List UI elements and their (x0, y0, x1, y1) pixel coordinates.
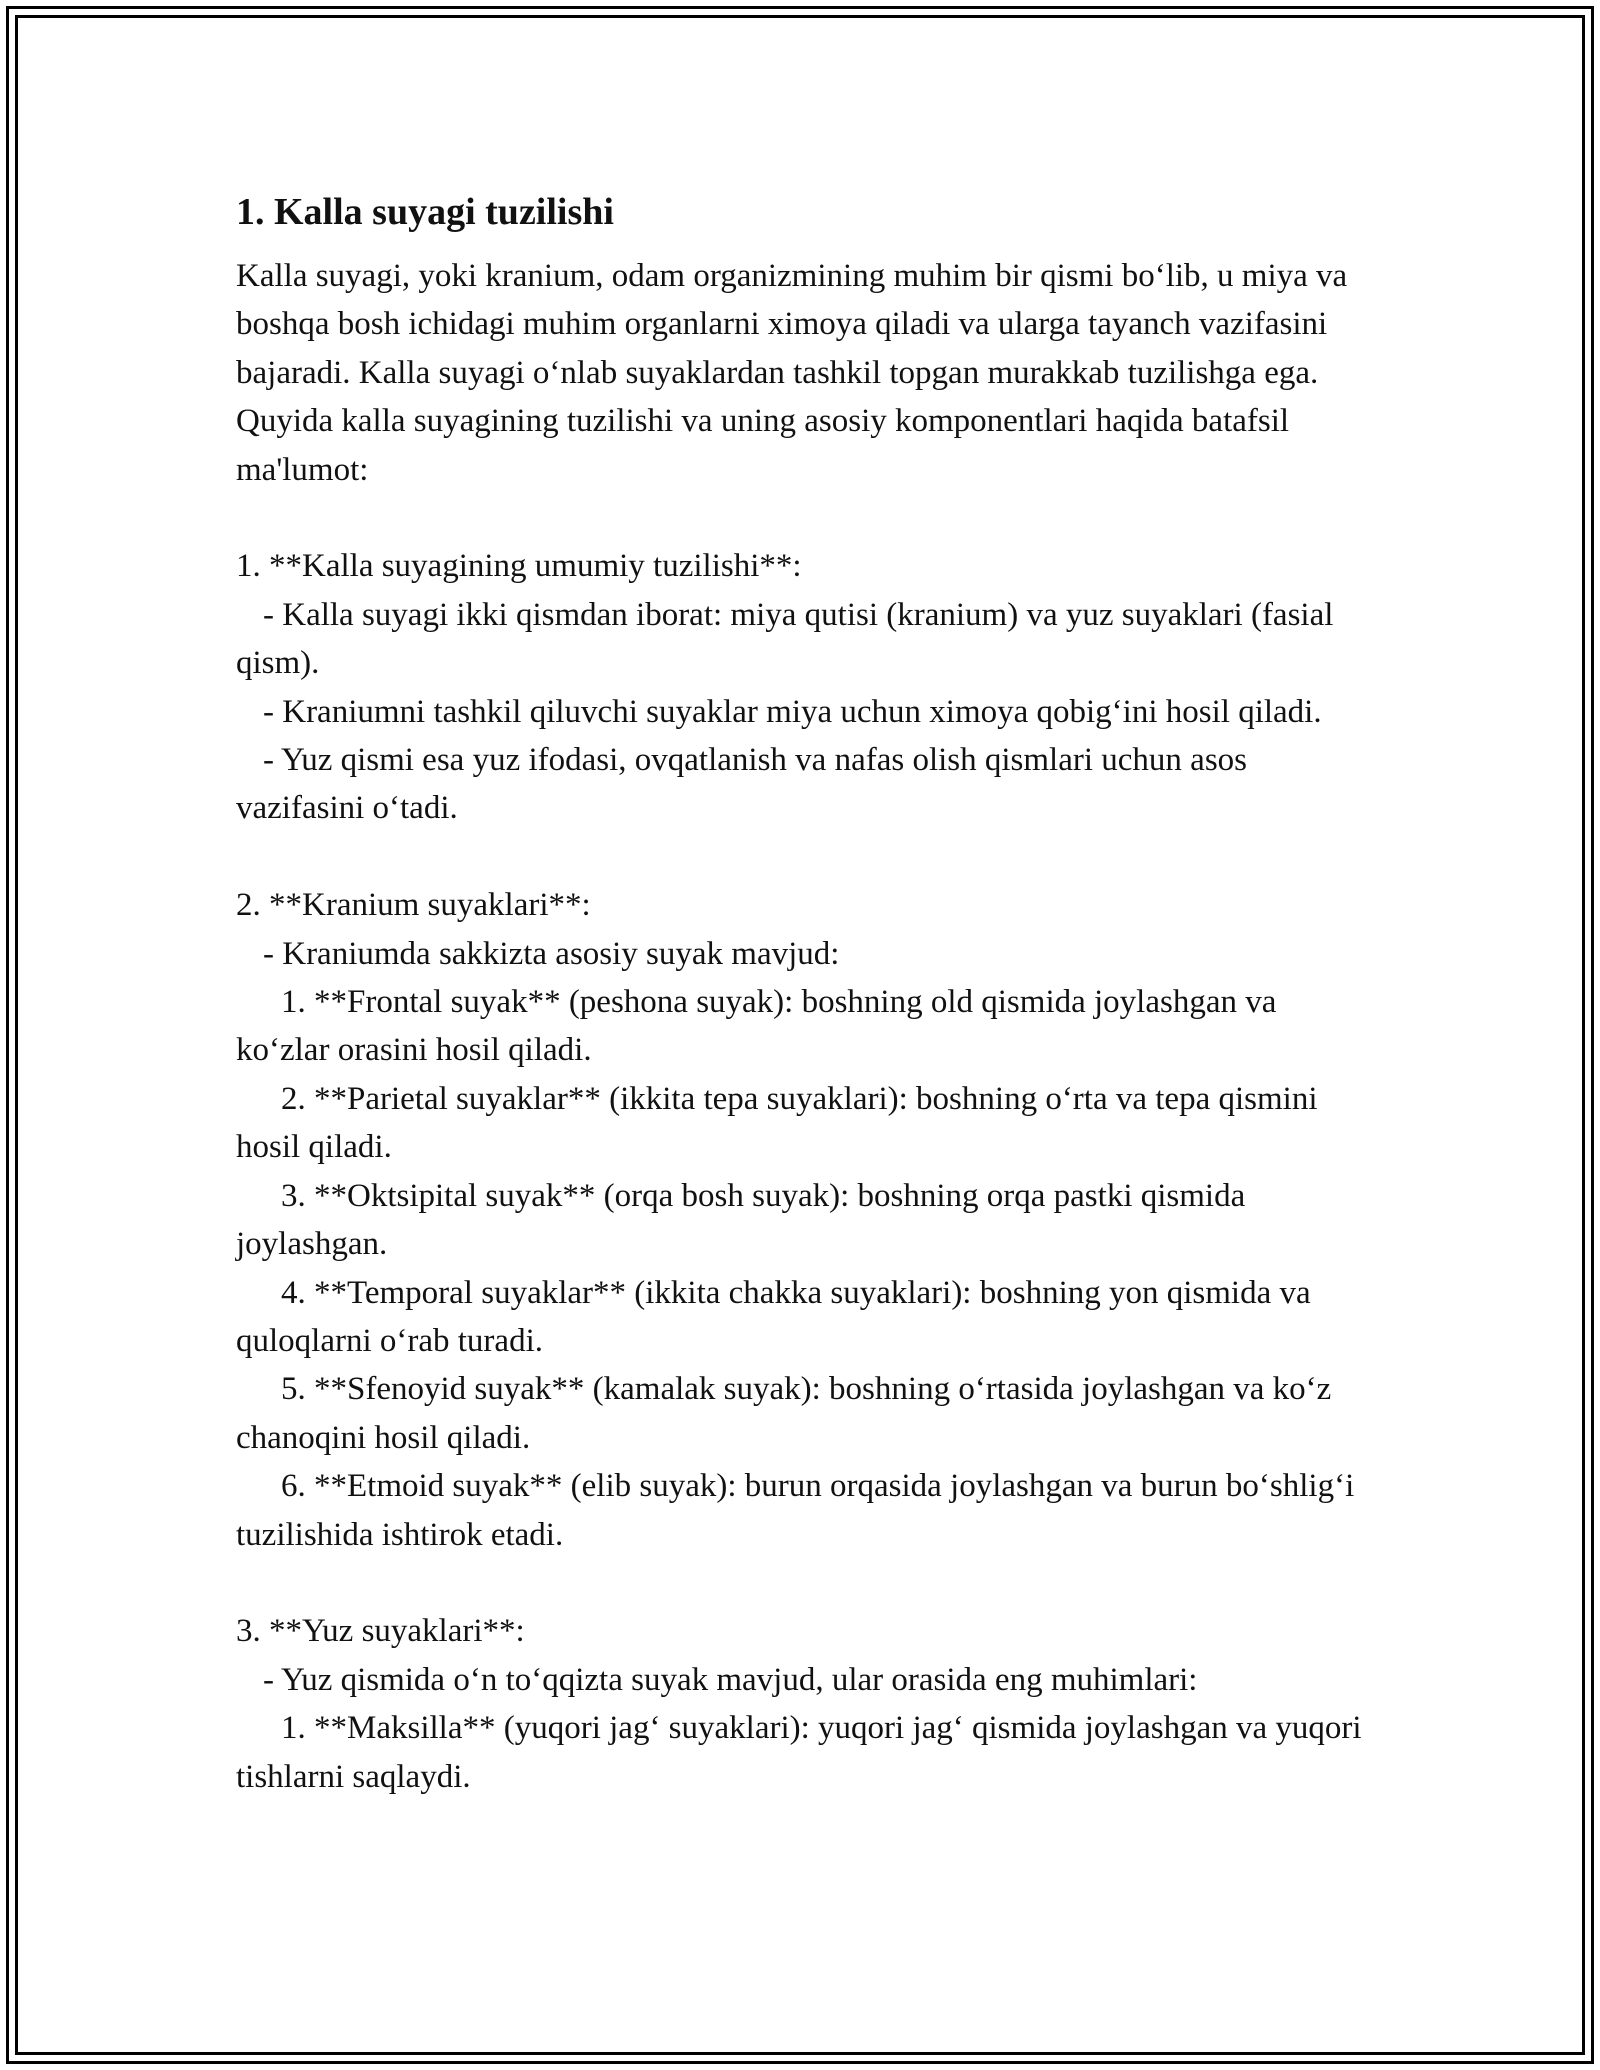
section-heading: 1. **Kalla suyagining umumiy tuzilishi**: (236, 548, 802, 585)
list-item: 2. **Parietal suyaklar** (ikkita tepa suyaklari): boshning o‘rta va tepa qismini hosil qiladi. (236, 1080, 1318, 1166)
intro-paragraph: Kalla suyagi, yoki kranium, odam organizmining muhim bir qismi bo‘lib, u miya va boshqa bosh ichidagi muhim organlarni ximoya qiladi va ularga tayanch vazifasini bajaradi. Kalla suyagi o‘nlab suyaklardan tashkil topgan murakkab tuzilishga ega. Quyida kalla suyagining tuzilishi va uning asosiy komponentlari haqida batafsil ma'lumot: (236, 258, 1348, 488)
list-item: 5. **Sfenoyid suyak** (kamalak suyak): boshning o‘rtasida joylashgan va ko‘z chanoqini hosil qiladi. (236, 1371, 1332, 1456)
list-item: 6. **Etmoid suyak** (elib suyak): burun orqasida joylashgan va burun bo‘shlig‘i tuzilishida ishtirok etadi. (236, 1468, 1355, 1553)
section-cranium-bones (236, 881, 1376, 1559)
list-item: 1. **Frontal suyak** (peshona suyak): boshning old qismida joylashgan va ko‘zlar orasini hosil qiladi. (236, 984, 1277, 1069)
section-heading: 3. **Yuz suyaklari**: (236, 1613, 525, 1650)
list-item: 1. **Maksilla** (yuqori jag‘ suyaklari): yuqori jag‘ qismida joylashgan va yuqori tishlarni saqlaydi. (236, 1710, 1362, 1795)
section-face-bones (236, 1607, 1376, 1801)
list-item: 3. **Oktsipital suyak** (orqa bosh suyak): boshning orqa pastki qismida joylashgan. (236, 1177, 1246, 1263)
document-title: 1. Kalla suyagi tuzilishi (236, 191, 614, 233)
section-line: - Yuz qismi esa yuz ifodasi, ovqatlanish va nafas olish qismlari uchun asos vazifasini o‘tadi. (236, 742, 1248, 827)
section-line: - Kraniumda sakkizta asosiy suyak mavjud: (263, 935, 840, 972)
list-item: 4. **Temporal suyaklar** (ikkita chakka suyaklari): boshning yon qismida va quloqlarni o‘rab turadi. (236, 1274, 1311, 1359)
section-line: - Kalla suyagi ikki qismdan iborat: miya qutisi (kranium) va yuz suyaklari (fasial qism). (236, 596, 1334, 682)
section-line: - Kraniumni tashkil qiluvchi suyaklar miya uchun ximoya qobig‘ini hosil qiladi. (263, 693, 1322, 730)
document-body (236, 184, 1376, 1801)
section-general-structure (236, 542, 1376, 832)
section-heading: 2. **Kranium suyaklari**: (236, 887, 591, 924)
section-line: - Yuz qismida o‘n to‘qqizta suyak mavjud, ular orasida eng muhimlari: (263, 1661, 1198, 1698)
